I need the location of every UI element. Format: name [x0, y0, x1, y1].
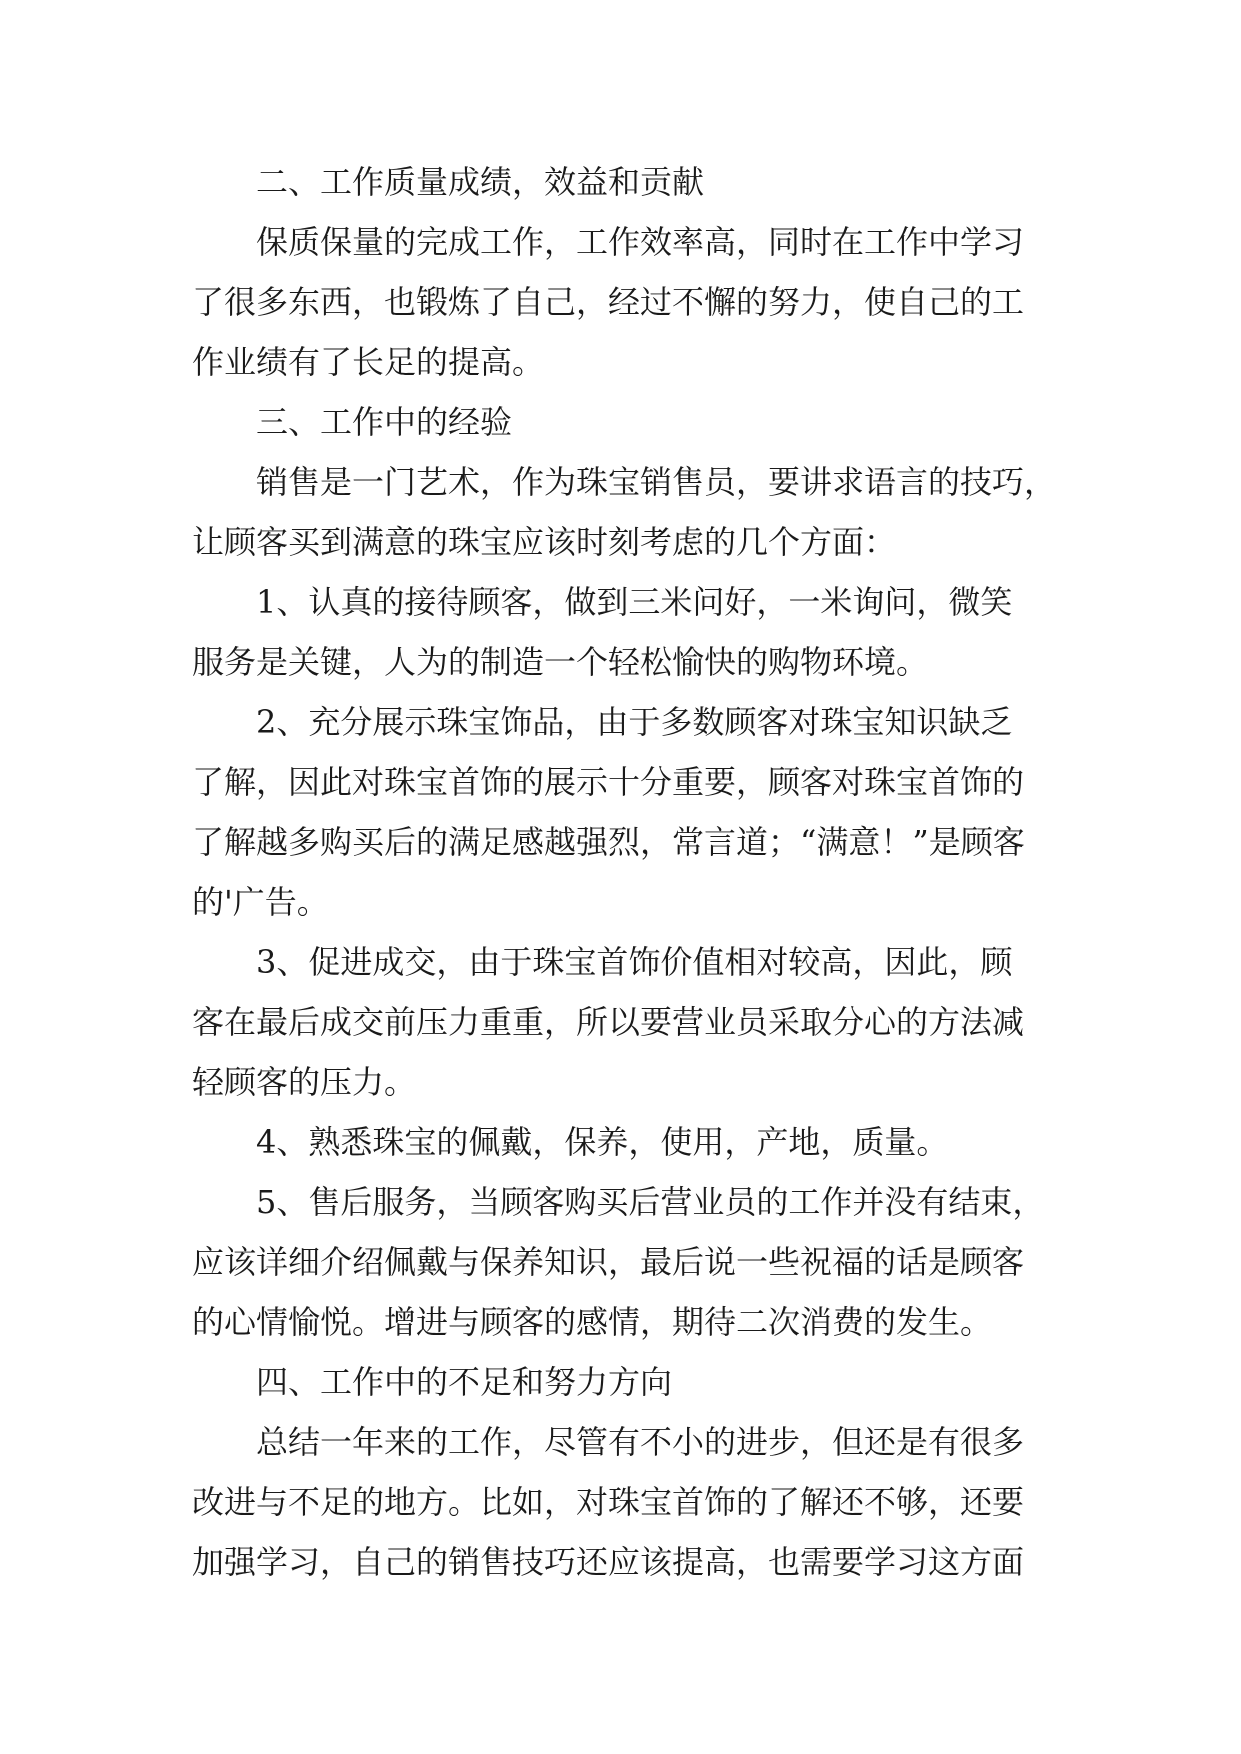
list-item-4: 4、熟悉珠宝的佩戴，保养，使用，产地，质量。 — [256, 1123, 949, 1161]
paragraph-line: 了解，因此对珠宝首饰的展示十分重要，顾客对珠宝首饰的 — [192, 763, 1025, 801]
paragraph-line: 总结一年来的工作，尽管有不小的进步，但还是有很多 — [256, 1423, 1025, 1461]
document-body — [192, 152, 1057, 1592]
paragraph-line: 了解越多购买后的满足感越强烈，常言道；“满意！”是顾客 — [192, 823, 1025, 861]
list-item-3: 3、促进成交，由于珠宝首饰价值相对较高，因此，顾 — [256, 943, 1013, 981]
paragraph-line: 客在最后成交前压力重重，所以要营业员采取分心的方法减 — [192, 1003, 1025, 1041]
paragraph-line: 了很多东西，也锻炼了自己，经过不懈的努力，使自己的工 — [192, 283, 1025, 321]
paragraph-line: 销售是一门艺术，作为珠宝销售员，要讲求语言的技巧， — [256, 463, 1057, 501]
paragraph-line: 服务是关键，人为的制造一个轻松愉快的购物环境。 — [192, 643, 929, 681]
paragraph-line: 的心情愉悦。增进与顾客的感情，期待二次消费的发生。 — [192, 1303, 993, 1341]
paragraph-line: 保质保量的完成工作，工作效率高，同时在工作中学习 — [256, 223, 1025, 261]
section-heading-experience: 三、工作中的经验 — [256, 403, 513, 441]
paragraph-line: 轻顾客的压力。 — [192, 1063, 417, 1101]
list-item-1: 1、认真的接待顾客，做到三米问好，一米询问，微笑 — [256, 583, 1013, 621]
paragraph-line: 改进与不足的地方。比如，对珠宝首饰的了解还不够，还要 — [192, 1483, 1025, 1521]
list-item-2: 2、充分展示珠宝饰品，由于多数顾客对珠宝知识缺乏 — [256, 703, 1013, 741]
paragraph-line: 加强学习，自己的销售技巧还应该提高，也需要学习这方面 — [192, 1543, 1025, 1581]
paragraph-line: 的'广告。 — [192, 883, 329, 921]
paragraph-line: 应该详细介绍佩戴与保养知识，最后说一些祝福的话是顾客 — [192, 1243, 1025, 1281]
paragraph-line: 让顾客买到满意的珠宝应该时刻考虑的几个方面： — [192, 523, 897, 561]
paragraph-line: 作业绩有了长足的提高。 — [192, 343, 545, 381]
list-item-5: 5、售后服务，当顾客购买后营业员的工作并没有结束， — [256, 1183, 1045, 1221]
section-heading-quality: 二、工作质量成绩，效益和贡献 — [256, 163, 705, 201]
section-heading-shortcomings: 四、工作中的不足和努力方向 — [256, 1363, 673, 1401]
